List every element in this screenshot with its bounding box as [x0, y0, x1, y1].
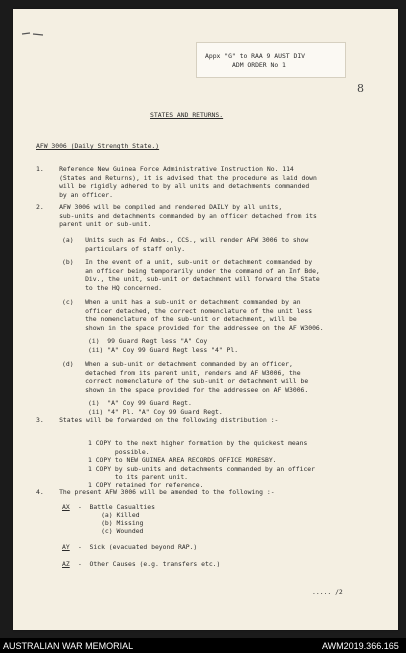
- amendment-code-ay: AY: [62, 543, 70, 551]
- paragraph-2b: (b) In the event of a unit, sub-unit or detachment commanded by an officer being temporarily under the command of an Inf Bde, Div., the unit, sub-unit or detachment will forward the State to the HQ concerned.: [62, 258, 320, 292]
- continuation-mark: ..... /2: [312, 588, 343, 596]
- paragraph-2a: (a) Units such as Fd Ambs., CCS., will render AFW 3006 to show particulars of staff only.: [62, 236, 309, 253]
- amendment-sub-c: (c) Wounded: [78, 527, 144, 535]
- paragraph-2d-examples: (i) "A" Coy 99 Guard Regt. (ii) "4" Pl. "A" Coy 99 Guard Regt.: [88, 399, 223, 416]
- amendment-code-az: AZ: [62, 560, 70, 568]
- amendment-sub-a: (a) Killed: [78, 511, 140, 519]
- footer-accession-number: AWM2019.366.165: [322, 641, 399, 651]
- paragraph-2c: (c) When a unit has a sub-unit or detachment commanded by an officer detached, the correct nomenclature of the unit less the nomenclature of the sub-unit or detachment, will be shown in the space provided for the addressee on the AF W3006.: [62, 298, 324, 332]
- appendix-line-2: ADM ORDER No 1: [232, 61, 286, 69]
- paragraph-1: 1. Reference New Guinea Force Administrative Instruction No. 114 (States and Returns), it is advised that the procedure as laid down will be rigidly adhered to by all units and detachments commanded by an officer.: [36, 165, 317, 199]
- document-title: STATES AND RETURNS.: [150, 111, 224, 119]
- amendment-text-ay: - Sick (evacuated beyond RAP.): [78, 543, 198, 551]
- page-number: 8: [357, 82, 364, 95]
- amendment-sub-b: (b) Missing: [78, 519, 144, 527]
- paragraph-2: 2. AFW 3006 will be compiled and rendered DAILY by all units, sub-units and detachments commanded by an officer detached from its parent unit or sub-unit.: [36, 203, 317, 229]
- paragraph-2d: (d) When a sub-unit or detachment commanded by an officer, detached from its parent unit, renders and AF W3006, the correct nomenclature of the sub-unit or detachment will be shown in the space provided for the addressee on AF W3006.: [62, 360, 309, 394]
- amendment-text-az: - Other Causes (e.g. transfers etc.): [78, 560, 221, 568]
- section-heading: AFW 3006 (Daily Strength State.): [36, 142, 160, 150]
- pen-mark: [21, 30, 47, 38]
- footer-left-label: AUSTRALIAN WAR MEMORIAL: [3, 641, 134, 651]
- paragraph-3: 3. States will be forwarded on the following distribution :-: [36, 416, 279, 424]
- amendment-text-ax: - Battle Casualties: [78, 503, 155, 511]
- appendix-line-1: Appx "G" to RAA 9 AUST DIV: [205, 52, 306, 60]
- distribution-list: 1 COPY to the next higher formation by the quickest means possible. 1 COPY to NEW GUINEA AREA RECORDS OFFICE MORESBY. 1 COPY by sub-units and detachments commanded by an officer to its parent unit. 1 COPY retained for reference.: [88, 439, 316, 490]
- paragraph-4: 4. The present AFW 3006 will be amended to the following :-: [36, 488, 275, 496]
- paragraph-2c-examples: (i) 99 Guard Regt less "A" Coy (ii) "A" Coy 99 Guard Regt less "4" Pl.: [88, 337, 239, 354]
- amendment-code-ax: AX: [62, 503, 70, 511]
